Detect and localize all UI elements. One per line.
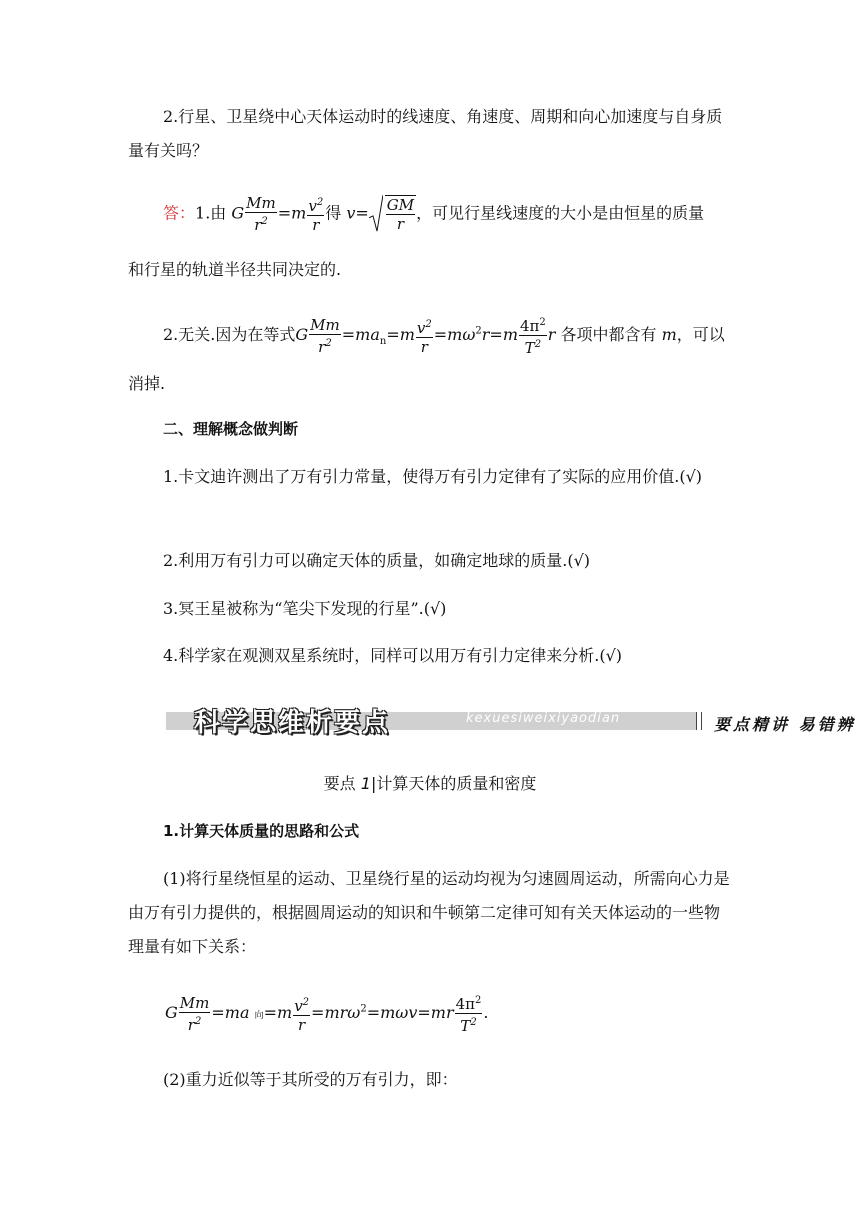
answer-2-prefix: 2.无关.因为在等式 [163,325,296,344]
formula-relations: G $\frac{Mm}{r^2}$ =ma 向=m $\frac{v^2}{r}$ =mrω$^2$=mωv=mr $\frac{4\pi^2}{T^2}$ . [165,993,489,1035]
keypoint-number: 1 [360,774,371,793]
formula-4pi2-over-T2: $\frac{4\pi^2}{T^2}$ [519,317,546,357]
answer-1: 答：1.由 G $\frac{Mm}{r^2}$ =m $\frac{v^2}{r}$ 得 v= $\frac{GM}{r}$ ，可见行星线速度的大小是由恒星的质量 [163,194,705,234]
answer-2-suffix: 各项中都含有 [560,325,657,344]
answer-label: 答： [163,203,196,223]
answer-1-mid: 得 [325,203,342,223]
judgement-item-3: 3.冥王星被称为“笔尖下发现的行星”.(√) [163,599,447,618]
banner-title: 科学思维析要点 [194,708,391,738]
judgement-item-1: 1.卡文迪许测出了万有引力常量，使得万有引力定律有了实际的应用价值.(√) [163,467,703,486]
banner-separator [696,712,702,730]
answer-1-line2: 和行星的轨道半径共同决定的. [128,260,342,279]
answer-1-prefix: 1.由 [195,203,227,223]
judgement-item-2: 2.利用万有引力可以确定天体的质量，如确定地球的质量.(√) [163,551,591,570]
section-2-heading: 二、理解概念做判断 [163,420,299,438]
keypoint-text: 计算天体的质量和密度 [376,774,537,793]
formula-Mm-over-r2-b: $\frac{Mm}{r^2}$ [310,315,340,356]
paragraph-1: (1)将行星绕恒星的运动、卫星绕行星的运动均视为匀速圆周运动，所需向心力是由万有引力提供的，根据圆周运动的知识和牛顿第二定律可知有关天体运动的一些物理量有如下关系： [128,869,730,956]
banner-right-label: 要点精讲 易错辨 [714,715,856,734]
keypoint-title: 要点 1|计算天体的质量和密度 [323,774,537,793]
question-2: 2.行星、卫星绕中心天体运动时的线速度、角速度、周期和向心加速度与自身质量有关吗？ [128,107,723,160]
answer-2-var: m [661,325,677,344]
keypoint-prefix: 要点 [323,774,356,793]
answer-2-line2: 消掉. [128,374,166,393]
paragraph-2: (2)重力近似等于其所受的万有引力，即： [163,1070,458,1089]
answer-2: 2.无关.因为在等式G $\frac{Mm}{r^2}$ $=ma_n=m$ $\frac{v^2}{r}$ $=m\omega^2r=m$ $\frac{4\pi^2}{T^2}$ r 各项中都含有 m，可以 [163,315,725,357]
subheading-1: 1.计算天体质量的思路和公式 [163,822,360,840]
answer-2-tail: ，可以 [676,325,725,344]
answer-1-suffix: ，可见行星线速度的大小是由恒星的质量 [416,203,705,223]
judgement-item-4: 4.科学家在观测双星系统时，同样可以用万有引力定律来分析.(√) [163,646,623,665]
formula-v2-over-r-b: $\frac{v^2}{r}$ [416,318,432,356]
banner-pinyin: kexuesiweixiyaodian [466,711,621,726]
formula-Mm-over-r2: $\frac{Mm}{r^2}$ [246,194,276,234]
formula-sqrt-GM-over-r: $\frac{GM}{r}$ [369,195,416,233]
formula-v2-over-r: $\frac{v^2}{r}$ [308,197,324,234]
section-banner [166,706,860,738]
